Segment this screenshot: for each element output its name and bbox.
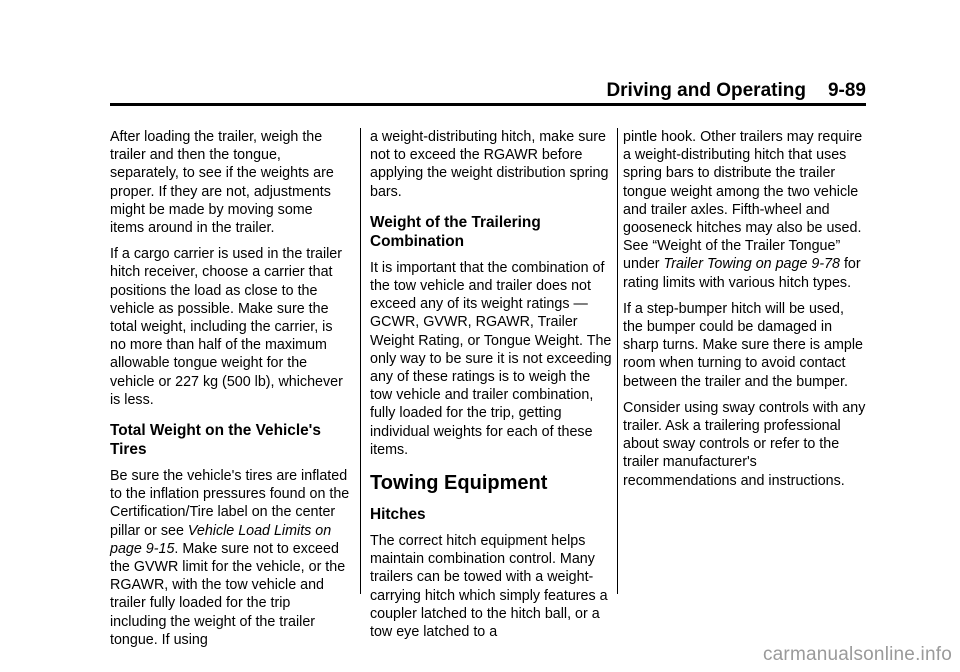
paragraph-hitch-equipment: The correct hitch equipment helps maintain combination control. Many trailers can be towed with a weight-carrying hitch which simply features a coupler latched to the hitch ball, or a tow eye latched to a bbox=[370, 533, 608, 641]
link-vehicle-load-limits[interactable]: Vehicle Load Limits on page 9-15 bbox=[110, 522, 332, 557]
paragraph-combination: It is important that the combination of the tow vehicle and trailer does not exceed any of its weight ratings — GCWR, GVWR, RGAWR, Trailer Weight Rating, or Tongue Weight. The only way to be sure it is not exceeding any of these ratings is to weigh the tow vehicle and trailer combination, fully loaded for the trip, getting individual weights for each of these items. bbox=[370, 259, 612, 458]
paragraph-step-bumper: If a step-bumper hitch will be used, the bumper could be damaged in sharp turns. Make sure there is ample room when turning to avoid contact between the trailer and the bumper. bbox=[623, 300, 863, 390]
header-rule bbox=[110, 103, 866, 106]
page-header bbox=[110, 80, 866, 102]
column-divider-1 bbox=[360, 128, 361, 594]
paragraph-cargo-carrier: If a cargo carrier is used in the trailer hitch receiver, choose a carrier that positions the load as close to the vehicle as possible. Make sure the total weight, including the carrier, is no more than half of the maximum allowable tongue weight for the vehicle or 227 kg (500 lb), whichever is less. bbox=[110, 246, 343, 408]
column-1 bbox=[110, 128, 350, 657]
heading-total-weight-tires: Total Weight on the Vehicle's Tires bbox=[110, 422, 321, 459]
heading-towing-equipment: Towing Equipment bbox=[370, 472, 548, 495]
paragraph-sway-controls: Consider using sway controls with any trailer. Ask a trailering professional about sway controls or refer to the trailer manufacturer's recommendations and instructions. bbox=[623, 399, 866, 489]
watermark: carmanualsonline.info bbox=[762, 644, 952, 665]
paragraph-weigh-trailer: After loading the trailer, weigh the trailer and then the tongue, separately, to see if the weights are proper. If they are not, adjustments might be made by moving some items around in the trailer. bbox=[110, 129, 334, 237]
section-title: Driving and Operating bbox=[606, 80, 806, 101]
link-trailer-towing[interactable]: Trailer Towing on page 9-78 bbox=[663, 256, 840, 273]
paragraph-tires: Be sure the vehicle's tires are inflated to the inflation pressures found on the Certification/Tire label on the center pillar or see Vehicle Load Limits on page 9-15. Make sure not to exceed the GVWR limit for the vehicle, or the RGAWR, with the tow vehicle and trailer fully loaded for the trip including the weight of the trailer tongue. If using bbox=[110, 468, 350, 648]
paragraph-pintle-hook: pintle hook. Other trailers may require a weight-distributing hitch that uses spring bars to distribute the trailer tongue weight among the two vehicle and trailer axles. Fifth-wheel and gooseneck hitches may also be used. See “Weight of the Trailer Tongue” under Trailer Towing on page 9-78 for rating limits with various hitch types. bbox=[623, 129, 863, 291]
page-number: 9-89 bbox=[827, 80, 866, 101]
column-2 bbox=[370, 128, 614, 649]
paragraph-weight-distributing: a weight-distributing hitch, make sure not to exceed the RGAWR before applying the weight distribution spring bars. bbox=[370, 129, 609, 200]
column-divider-2 bbox=[617, 128, 618, 594]
heading-hitches: Hitches bbox=[370, 506, 426, 524]
heading-weight-trailering-combination: Weight of the Trailering Combination bbox=[370, 213, 541, 250]
column-3 bbox=[623, 128, 867, 498]
